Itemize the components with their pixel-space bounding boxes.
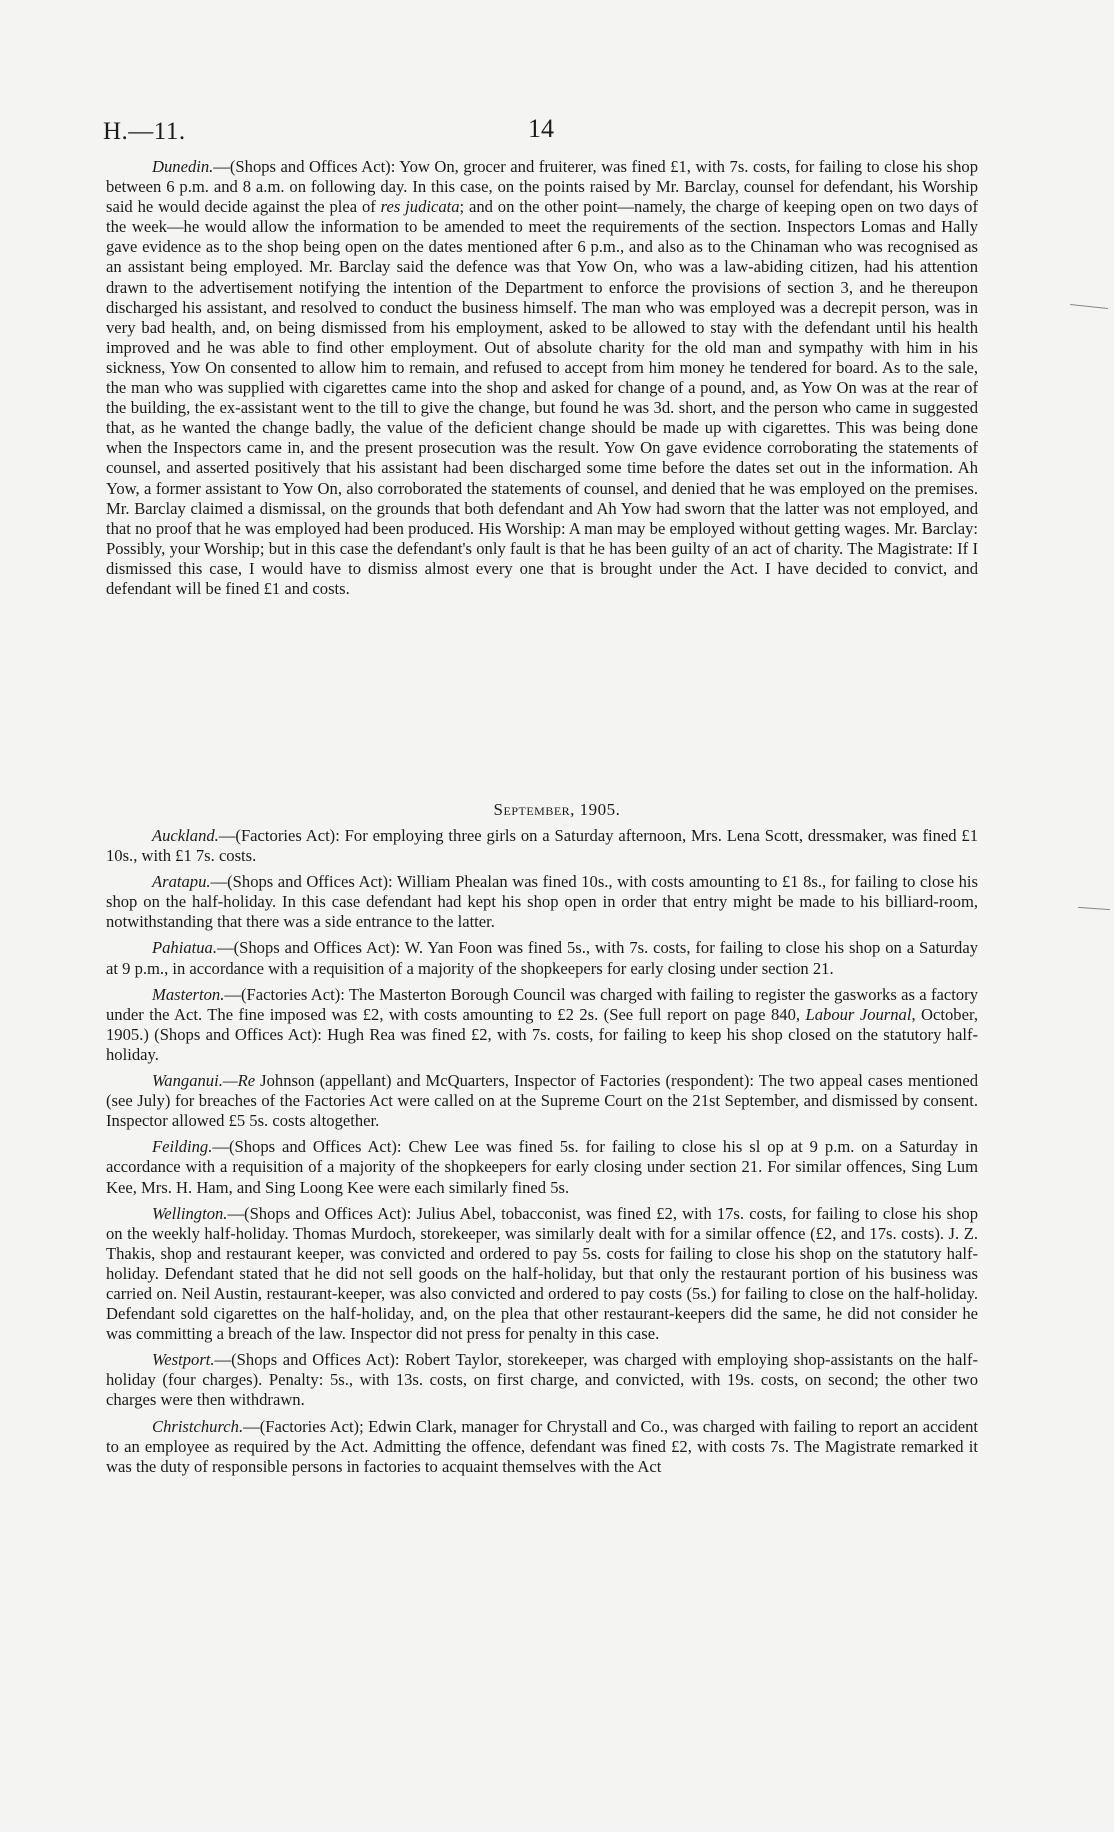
place-name: Feilding. [152, 1137, 213, 1157]
margin-mark [1070, 304, 1108, 309]
paragraph-aratapu [106, 872, 978, 932]
dunedin-section [106, 157, 978, 599]
paragraph-text: , October, 1905.) (Shops and Offices Act): Hugh Rea was fined £2, with 7s. costs, for failing to keep his shop closed on the statutory half-holiday. [106, 1004, 978, 1064]
paragraph-text: —(Shops and Offices Act): Chew Lee was fined 5s. for failing to close his sl op at 9 p.m. on a Saturday in accordance with a requisition of a majority of the shopkeepers for early closing under section 21. For similar offences, Sing Lum Kee, Mrs. H. Ham, and Sing Loong Kee were each similarly fined 5s. [106, 1137, 978, 1197]
paragraph-westport [106, 1350, 978, 1410]
paragraph-text: Johnson (appellant) and McQuarters, Inspector of Factories (respondent): The two appeal cases mentioned (see July) for breaches of the Factories Act were called on at the Supreme Court on the 21st September, and dismissed by consent. Inspector allowed £5 5s. costs altogether. [106, 1071, 978, 1131]
document-reference: H.—11. [103, 118, 186, 145]
september-entries [106, 826, 978, 1477]
paragraph-wanganui [106, 1071, 978, 1131]
place-name: Wellington. [152, 1203, 228, 1223]
paragraph-text: —(Factories Act): The Masterton Borough Council was charged with failing to register the gasworks as a factory under the Act. The fine imposed was £2, with costs amounting to £2 2s. (See full report on page 840, [106, 984, 978, 1024]
place-name: Westport. [152, 1350, 215, 1370]
place-name: Christchurch. [152, 1416, 244, 1436]
place-name: Pahiatua. [152, 938, 217, 958]
place-name: Wanganui.—Re [152, 1071, 256, 1091]
paragraph-text: ; and on the other point—namely, the charge of keeping open on two days of the week—he would allow the information to be amended to meet the requirements of the section. Inspectors Lomas and Hally gave evidence as to the shop being open on the dates mentioned after 6 p.m., and also as to the Chinaman who was recognised as an assistant being employed. Mr. Barclay said the defence was that Yow On, who was a law-abiding citizen, had his attention drawn to the advertisement notifying the intention of the Department to enforce the provisions of section 3, and he thereupon discharged his assistant, and resolved to conduct the business himself. The man who was employed was a decrepit person, was in very bad health, and, on being dismissed from his employment, asked to be allowed to stay with the defendant until his health improved and he was able to find other employment. Out of absolute charity for the old man and sympathy with him in his sickness, Yow On consented to allow him to remain, and refused to accept from him money he tendered for board. As to the sale, the man who was supplied with cigarettes came into the shop and asked for change of a pound, and, as Yow On was at the rear of the building, the ex-assistant went to the till to give the change, but found he was 3d. short, and the person who came in suggested that, as he wanted the change badly, the value of the deficient change should be made up with cigarettes. This was being done when the Inspectors came in, and the present prosecution was the result. Yow On gave evidence corroborating the statements of counsel, and asserted positively that his assistant had been discharged some time before the dates set out in the information. Ah Yow, a former assistant to Yow On, also corroborated the statements of counsel, and denied that he was employed on the premises. Mr. Barclay claimed a dismissal, on the grounds that both defendant and Ah Yow had sworn that the latter was not employed, and that no proof that he was employed had been produced. His Worship: A man may be employed without getting wages. Mr. Barclay: Possibly, your Worship; but in this case the defendant's only fault is that he has been guilty of an act of charity. The Magistrate: If I dismissed this case, I would have to dismiss almost every one that is brought under the Act. I have decided to convict, and defendant will be fined £1 and costs. [106, 197, 978, 598]
journal-title: Labour Journal [805, 1004, 912, 1024]
paragraph-text: —(Shops and Offices Act): Julius Abel, tobacconist, was fined £2, with 17s. costs, for failing to close his shop on the weekly half-holiday. Thomas Murdoch, storekeeper, was similarly dealt with for a similar offence (£2, and 17s. costs). J. Z. Thakis, shop and restaurant keeper, was convicted and ordered to pay 5s. costs for failing to close his shop on the statutory half-holiday. Defendant stated that he did not sell goods on the half-holiday, but that only the restaurant portion of his business was carried on. Neil Austin, restaurant-keeper, was also convicted and ordered to pay costs (5s.) for failing to close on the half-holiday. Defendant sold cigarettes on the half-holiday, and, on the plea that other restaurant-keepers did the same, he did not consider he was committing a breach of the law. Inspector did not press for penalty in this case. [106, 1203, 978, 1344]
paragraph-text: —(Shops and Offices Act): William Phealan was fined 10s., with costs amounting to £1 8s., for failing to close his shop on the half-holiday. In this case defendant had kept his shop open in order that entry might be made to his billiard-room, notwithstanding that there was a side entrance to the latter. [106, 872, 978, 932]
paragraph-text: —(Factories Act); Edwin Clark, manager for Chrystall and Co., was charged with failing to report an accident to an employee as required by the Act. Admitting the offence, defendant was fined £2, with costs 7s. The Magistrate remarked it was the duty of responsible persons in factories to acquaint themselves with the Act [106, 1416, 978, 1476]
paragraph-wellington [106, 1204, 978, 1345]
place-name: Masterton. [152, 984, 225, 1004]
paragraph-feilding [106, 1137, 978, 1197]
paragraph-auckland [106, 826, 978, 866]
paragraph-christchurch [106, 1417, 978, 1477]
latin-term: res judicata [380, 197, 460, 217]
place-name: Dunedin. [152, 157, 214, 176]
place-name: Auckland. [152, 826, 219, 845]
margin-mark [1078, 907, 1110, 910]
paragraph-dunedin [106, 157, 978, 599]
paragraph-pahiatua [106, 938, 978, 978]
paragraph-text: —(Shops and Offices Act): Yow On, grocer and fruiterer, was fined £1, with 7s. costs, for failing to close his shop between 6 p.m. and 8 a.m. on following day. In this case, on the points raised by Mr. Barclay, counsel for defendant, his Worship said he would decide against the plea of [106, 157, 978, 217]
paragraph-masterton [106, 985, 978, 1065]
place-name: Aratapu. [152, 872, 211, 892]
section-heading: September, 1905. [493, 800, 621, 819]
page-number: 14 [528, 114, 554, 143]
paragraph-text: —(Factories Act): For employing three girls on a Saturday afternoon, Mrs. Lena Scott, dressmaker, was fined £1 10s., with £1 7s. costs. [106, 826, 978, 866]
paragraph-text: —(Shops and Offices Act): Robert Taylor, storekeeper, was charged with employing shop-assistants on the half-holiday (four charges). Penalty: 5s., with 13s. costs, on first charge, and convicted, with 19s. costs, on second; the other two charges were then withdrawn. [106, 1350, 978, 1410]
paragraph-text: —(Shops and Offices Act): W. Yan Foon was fined 5s., with 7s. costs, for failing to close his shop on a Saturday at 9 p.m., in accordance with a requisition of a majority of the shopkeepers for early closing under section 21. [106, 938, 978, 978]
